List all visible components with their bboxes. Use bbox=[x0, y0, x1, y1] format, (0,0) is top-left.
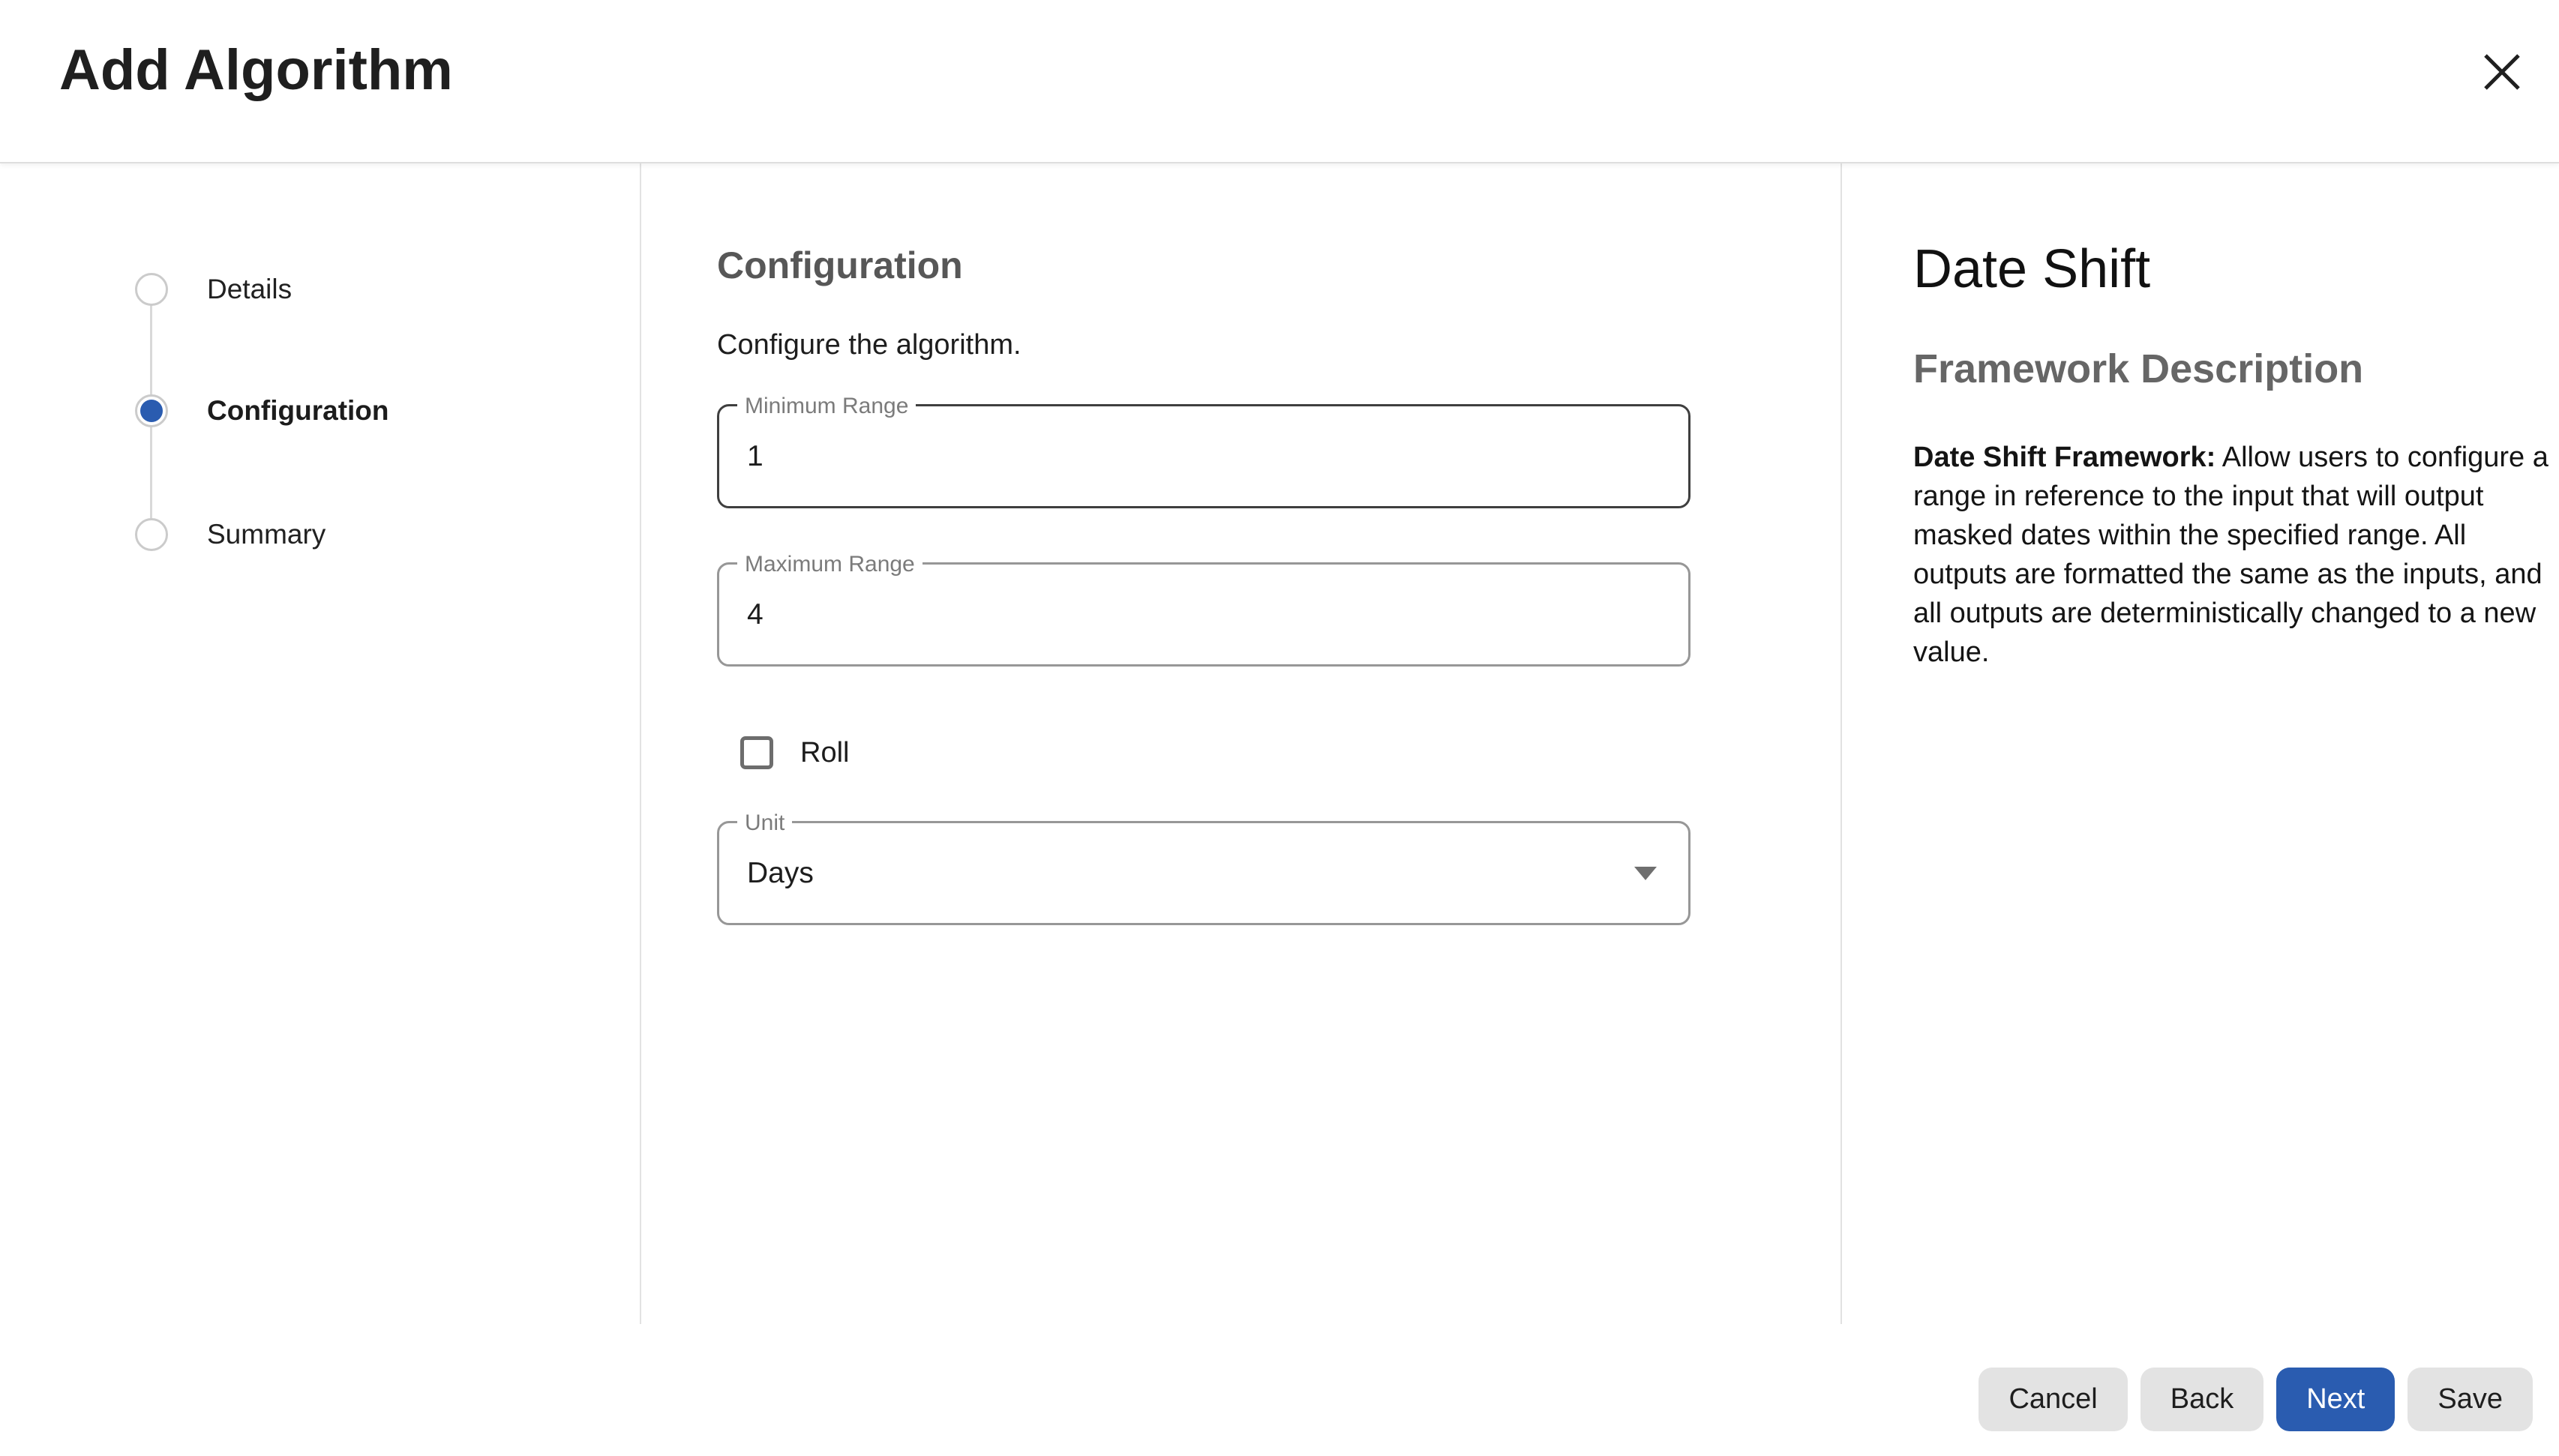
minimum-range-field[interactable] bbox=[717, 394, 1690, 508]
configuration-form bbox=[641, 163, 1840, 1324]
step-label-configuration: Configuration bbox=[207, 395, 389, 426]
active-step-dot bbox=[140, 400, 163, 422]
unit-label: Unit bbox=[737, 810, 792, 837]
framework-title: Date Shift bbox=[1913, 239, 2151, 299]
maximum-range-field[interactable] bbox=[717, 552, 1690, 667]
back-button[interactable]: Back bbox=[2140, 1368, 2264, 1431]
chevron-down-icon bbox=[1634, 867, 1657, 880]
framework-description-lead: Date Shift Framework: bbox=[1913, 442, 2216, 473]
step-label-details: Details bbox=[207, 274, 292, 304]
close-button[interactable] bbox=[2475, 45, 2529, 99]
save-button[interactable]: Save bbox=[2408, 1368, 2533, 1431]
cancel-button[interactable]: Cancel bbox=[1978, 1368, 2127, 1431]
framework-description-heading: Framework Description bbox=[1913, 346, 2364, 391]
framework-info-panel bbox=[1842, 163, 2559, 1324]
dialog-title: Add Algorithm bbox=[59, 38, 453, 102]
form-section-heading: Configuration bbox=[717, 244, 963, 286]
dialog-footer bbox=[1978, 1368, 2533, 1431]
next-button[interactable]: Next bbox=[2276, 1368, 2395, 1431]
close-icon bbox=[2483, 53, 2521, 91]
step-label-summary: Summary bbox=[207, 519, 326, 550]
step-circle-configuration bbox=[135, 394, 168, 427]
maximum-range-label: Maximum Range bbox=[737, 551, 922, 578]
wizard-stepper bbox=[0, 163, 640, 1324]
unit-select-field[interactable] bbox=[717, 810, 1690, 925]
roll-checkbox-label: Roll bbox=[800, 736, 850, 768]
step-circle-details bbox=[135, 273, 168, 306]
dialog-content bbox=[0, 163, 2559, 1324]
unit-selected-value: Days bbox=[747, 856, 814, 889]
roll-checkbox-row[interactable] bbox=[740, 735, 849, 771]
dialog-header bbox=[0, 0, 2559, 163]
framework-description-body: Allow users to configure a range in reference to the input that will output masked dates within the specified range. All outputs are formatted the same as the inputs, and all outputs are deterministically changed to a new value. bbox=[1913, 442, 2548, 668]
minimum-range-input[interactable] bbox=[719, 440, 1647, 473]
maximum-range-input[interactable] bbox=[719, 598, 1647, 631]
step-circle-summary bbox=[135, 518, 168, 551]
framework-description-text bbox=[1913, 438, 2552, 672]
form-section-subtitle: Configure the algorithm. bbox=[717, 329, 1022, 361]
roll-checkbox[interactable] bbox=[740, 736, 773, 769]
minimum-range-label: Minimum Range bbox=[737, 393, 916, 420]
